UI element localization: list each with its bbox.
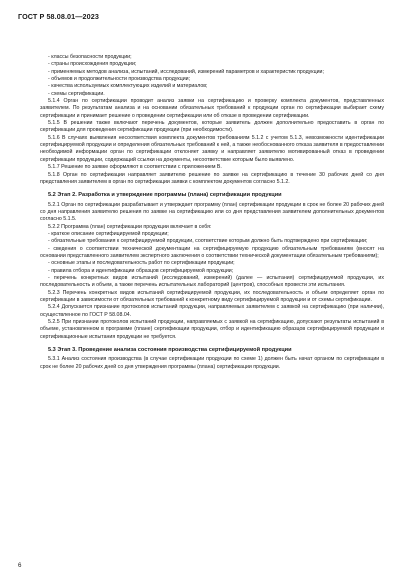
paragraph: 5.2.4 Допускается признание протоколов испытаний продукции, направляемых заявителем с заявкой на сертификацию (при наличии), осуществленное по ГОСТ Р 58.08.04. — [40, 304, 384, 318]
document-body — [40, 54, 384, 371]
paragraph: 5.2.3 Перечень конкретных видов испытаний сертифицируемой продукции, их последовательность и объем определяет орган по сертификации в зависимости от обязательных требований к конкретному виду сертифицируемой продукции и от схемы сертификации. — [40, 289, 384, 303]
document-header: ГОСТ Р 58.08.01—2023 — [18, 12, 99, 21]
paragraph: 5.2.1 Орган по сертификации разрабатывает и утверждает программу (план) сертификации продукции в срок не более 20 рабочих дней со дня направления заявителю решения по заявке на сертификацию или со дня представления заявителем дополнительных документов согласно 5.1.5. — [40, 201, 384, 223]
page-number: 6 — [18, 562, 22, 569]
paragraph: - страны происхождения продукции; — [48, 61, 137, 68]
paragraph: - правила отбора и идентификации образцов сертифицируемой продукции; — [48, 267, 234, 274]
paragraph: 5.1.6 В случаях выявления несоответствия комплекта документов требованиям 5.1.2 с учетом 5.1.3, невозможности идентификации сертифицируемой продукции и определения обязательных требований к ней, а также необоснованного отказа заявителя в предоставлении необходимой информации орган по сертификации отклоняет заявку и направляет заявителю мотивированный отказ в проведении сертификации продукции, содержащий ссылки на документы, несоответствие которым было выявлено. — [40, 134, 384, 163]
paragraph: 5.2.5 При признании протоколов испытаний продукции, направляемых с заявкой на сертификацию, допускают результаты испытаний в объеме, установленном в программе (плане) сертификации продукции, отбор и идентификацию образцов сертифицируемой продукции и сертификационные испытания продукции не требуется. — [40, 319, 384, 340]
paragraph: - схемы сертификации. — [48, 90, 105, 97]
section-heading: 5.3 Этап 3. Проведение анализа состояния производства сертифицируемой продукции — [48, 347, 292, 354]
section-heading: 5.2 Этап 2. Разработка и утверждение программы (плана) сертификации продукции — [48, 192, 282, 199]
paragraph: - объемов и продолжительности производства продукции; — [48, 76, 191, 83]
paragraph: - сведения о соответствии технической документации на сертифицируемую продукцию обязательным требованиям (вносят на основании представленного заявителем экспертного заключения о соответствии технической документации обязательным требованиям); — [40, 245, 384, 259]
paragraph: - краткое описание сертифицируемой продукции; — [48, 230, 169, 237]
paragraph: - применяемых методов анализа, испытаний, исследований, измерений параметров и характеристик продукции; — [48, 68, 324, 75]
paragraph: - качества используемых комплектующих изделий и материалов; — [48, 83, 208, 90]
paragraph: - классы безопасности продукции; — [48, 54, 132, 60]
paragraph: 5.1.5 В решении также включают перечень документов, которые заявитель должен дополнительно предоставить в орган по сертификации для проведения сертификации продукции (при необходимости). — [40, 120, 384, 134]
paragraph: 5.1.7 Решение по заявке оформляют в соответствии с приложением В. — [48, 164, 222, 171]
paragraph: - основные этапы и последовательность работ по сертификации продукции; — [48, 260, 235, 267]
paragraph: 5.2.2 Программа (план) сертификации продукции включает в себя: — [48, 223, 212, 230]
paragraph: 5.1.8 Орган по сертификации направляет заявителю решение по заявке на сертификацию в течение 30 рабочих дней со дня представления заявителем в орган по сертификации заявки с комплектом документов согласно 5.1.2. — [40, 171, 384, 185]
paragraph: 5.1.4 Орган по сертификации проводит анализ заявки на сертификацию и проверку комплекта документов, представленных заявителем. По результатам анализа и на основании обязательных требований к продукции орган по сертификации выбирает схему сертификации и принимает решение о проведении сертификации или об отказе в проведении сертификации. — [40, 98, 384, 119]
paragraph: 5.3.1 Анализ состояния производства (в случае сертификации продукции по схеме 1) должен быть начат органом по сертификации в срок не более 20 рабочих дней со дня утверждения программы (плана) сертификации продукции. — [40, 356, 384, 370]
paragraph: - перечень конкретных видов испытаний (исследований, измерений) (далее — испытания) сертифицируемой продукции, их последовательность и объем, а также перечень испытательных лабораторий (центров), способных провести эти испытания. — [40, 274, 384, 289]
paragraph: - обязательные требования к сертифицируемой продукции, соответствие которым должно быть подтверждено при сертификации; — [48, 238, 368, 245]
